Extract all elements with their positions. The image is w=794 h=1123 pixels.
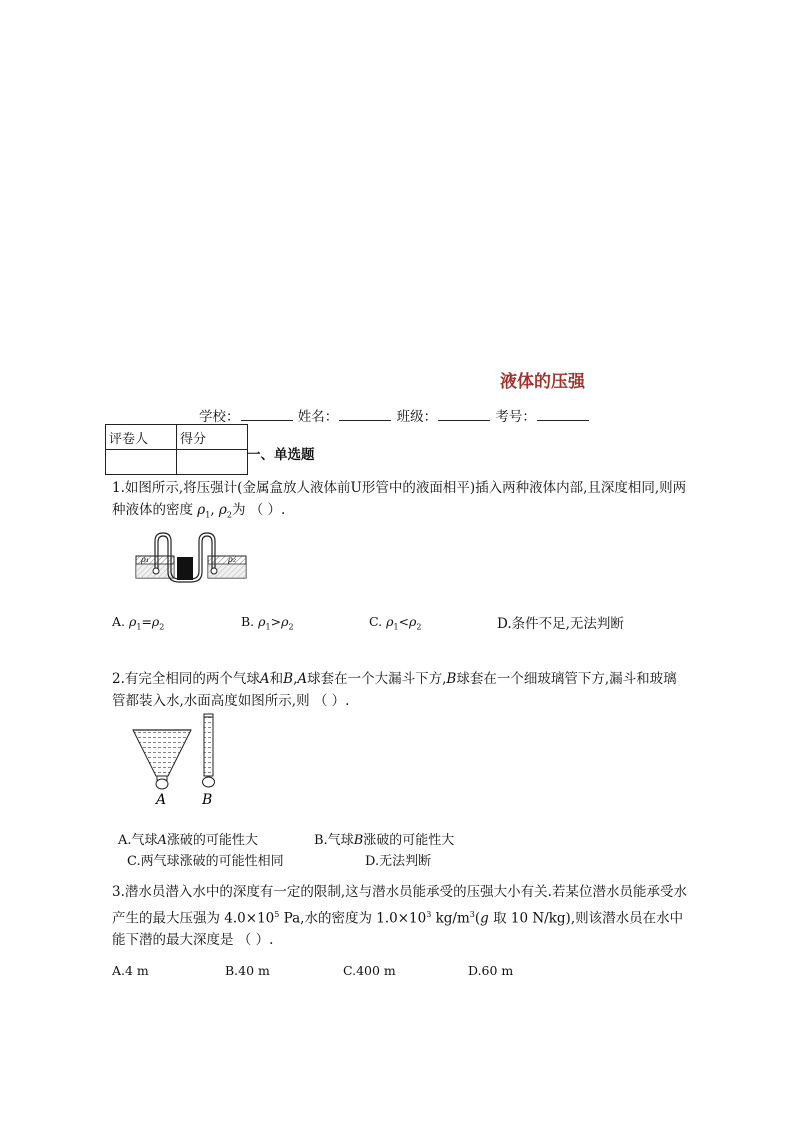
q3-option-b[interactable]: B.40 m xyxy=(225,963,270,978)
q1-option-d[interactable]: D.条件不足,无法判断 xyxy=(497,616,624,632)
score-header: 得分 xyxy=(177,425,248,450)
question-3-text: 3.潜水员潜入水中的深度有一定的限制,这与潜水员能承受的压强大小有关.若某位潜水员能承受水产生的最大压强为 $4.0\times 10^5$ Pa,水的密度为 $1.0\times 10^3$ $kg/m^3(g$ 取 10 N/kg),则该潜水员在水中能下潜的最大深度是 （ ）. xyxy=(112,884,687,948)
rho2-label: ρ₂ xyxy=(228,555,236,564)
balloon-funnel-figure xyxy=(128,710,228,810)
balloon-b-label: B xyxy=(202,792,213,808)
school-label: 学校： xyxy=(199,409,240,425)
student-info-line xyxy=(199,405,590,425)
question-1-text: 1.如图所示,将压强计(金属盒放人液体前U形管中的液面相平)插入两种液体内部,且深度相同,则两种液体的密度 $\rho_1$, $\rho_2$为 （ ）. xyxy=(112,480,687,520)
q2-option-a[interactable]: A.气球A涨破的可能性大 xyxy=(118,833,258,848)
class-label: 班级： xyxy=(396,409,438,425)
q2-option-c[interactable]: C.两气球涨破的可能性相同 xyxy=(127,854,284,869)
section-heading: 一、单选题 xyxy=(247,447,315,463)
pressure-gauge-figure xyxy=(133,529,249,585)
balloon-a-label: A xyxy=(156,792,167,808)
rho1-label: ρ₁ xyxy=(141,555,149,564)
class-blank[interactable] xyxy=(438,408,490,421)
grader-cell[interactable] xyxy=(106,450,177,475)
q1-option-a[interactable]: A. $\rho_1=\rho_2$ xyxy=(112,614,165,632)
page-title: 液体的压强 xyxy=(500,372,585,392)
number-label: 考号： xyxy=(495,409,536,425)
q2-option-d[interactable]: D.无法判断 xyxy=(365,854,432,869)
name-label: 姓名： xyxy=(297,409,339,425)
q1-option-c[interactable]: C. $\rho_1<\rho_2$ xyxy=(369,614,422,632)
name-blank[interactable] xyxy=(339,408,391,421)
score-table xyxy=(105,424,248,475)
number-blank[interactable] xyxy=(537,408,589,421)
school-blank[interactable] xyxy=(241,408,293,421)
q1-option-b[interactable]: B. $\rho_1>\rho_2$ xyxy=(241,614,294,632)
q3-option-c[interactable]: C.400 m xyxy=(343,963,396,978)
score-cell[interactable] xyxy=(177,450,248,475)
q3-option-d[interactable]: D.60 m xyxy=(468,963,514,978)
q2-option-b[interactable]: B.气球B涨破的可能性大 xyxy=(314,833,455,848)
q3-option-a[interactable]: A.4 m xyxy=(112,963,149,978)
question-2-text: 2.有完全相同的两个气球A和B,A球套在一个大漏斗下方,B球套在一个细玻璃管下方,漏斗和玻璃管都装入水,水面高度如图所示,则 （ ）. xyxy=(112,671,677,709)
grader-header: 评卷人 xyxy=(106,425,177,450)
